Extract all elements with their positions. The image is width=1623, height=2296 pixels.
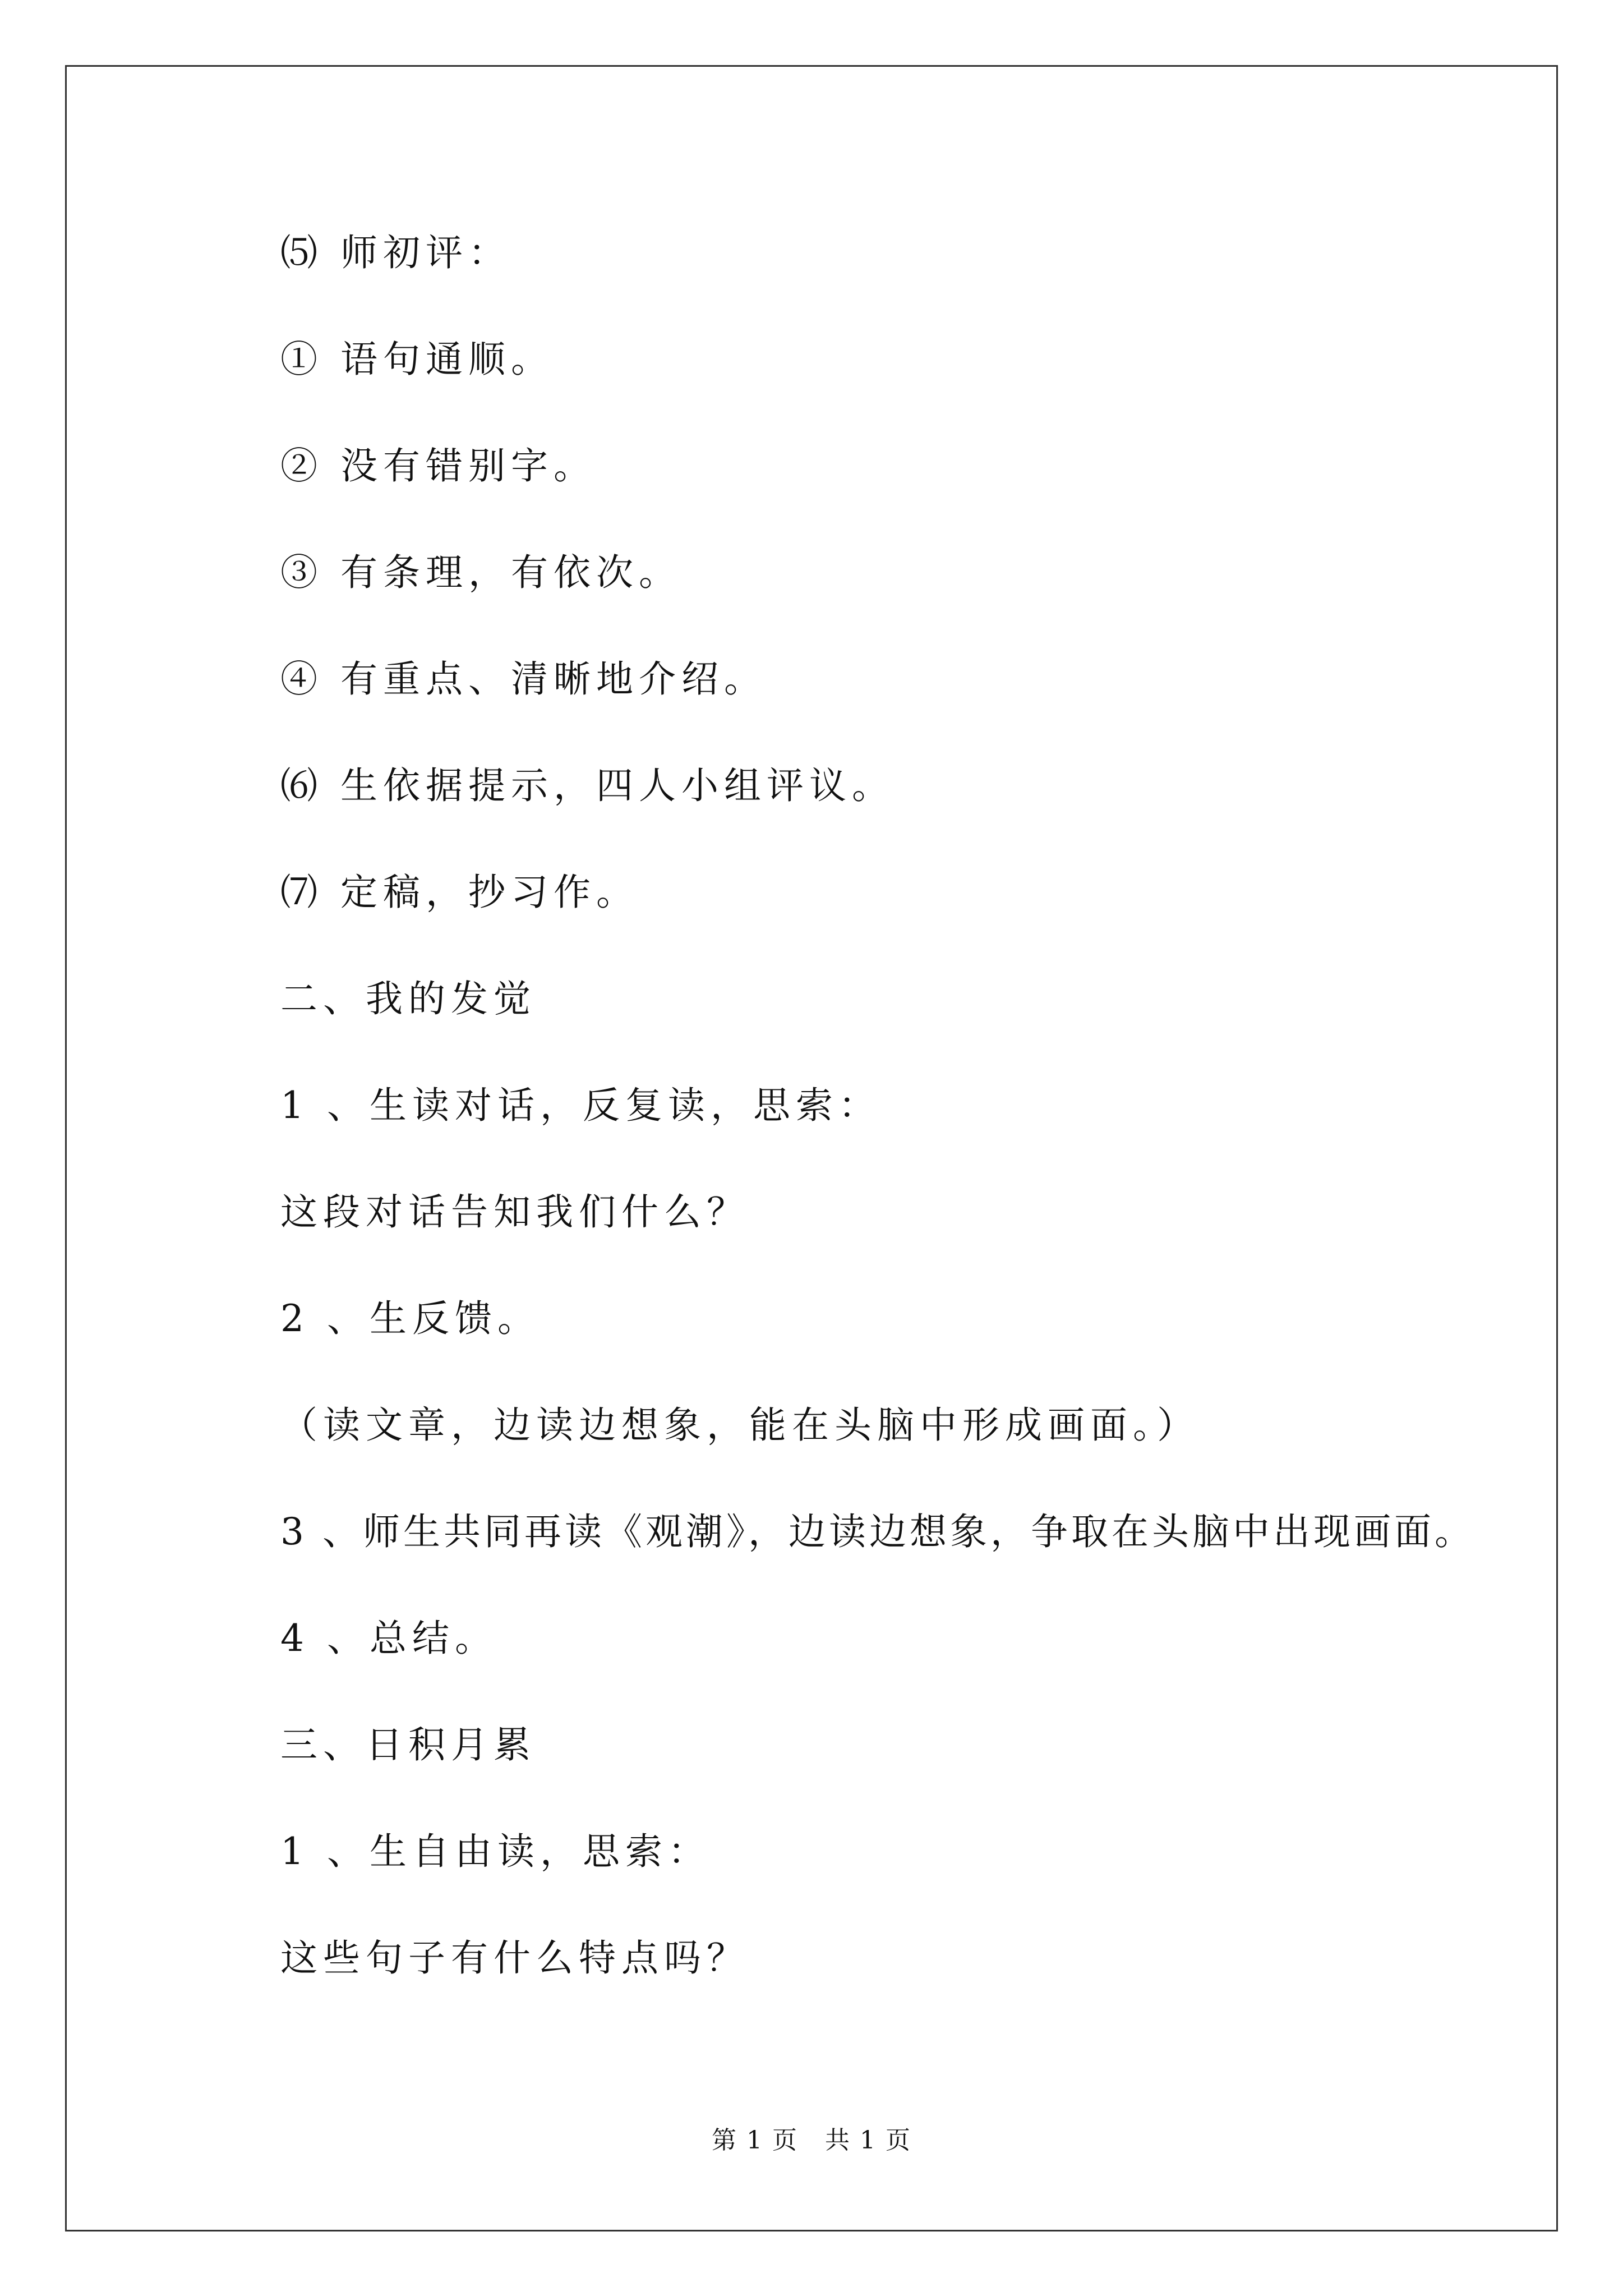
text-line: ② 没有错别字。 [280, 444, 596, 487]
text-line: 1 、生读对话，反复读，思索： [280, 1084, 881, 1127]
text-line: ⑺ 定稿，抄习作。 [280, 871, 639, 914]
text-line: ③ 有条理，有依次。 [280, 551, 681, 594]
text-line: 这些句子有什么特点吗？ [280, 1936, 749, 1980]
text-line: ⑸ 师初评： [280, 231, 511, 274]
page-border [65, 65, 1558, 2231]
text-line: 2 、生反馈。 [280, 1297, 540, 1340]
text-line: ④ 有重点、清晰地介绍。 [280, 657, 767, 701]
text-line: 4 、总结。 [280, 1617, 497, 1660]
text-line: 这段对话告知我们什么？ [280, 1190, 749, 1234]
text-line: 1 、生自由读，思索： [280, 1830, 711, 1873]
section-heading: 三、日积月累 [280, 1723, 536, 1766]
text-line: ⑹ 生依据提示，四人小组评议。 [280, 764, 895, 807]
text-line: ① 语句通顺。 [280, 338, 554, 381]
text-line: 3 、师生共同再读《观潮》，边读边想象，争取在头脑中出现画面。 [280, 1510, 1475, 1553]
section-heading: 二、我的发觉 [280, 977, 536, 1020]
page-number-footer: 第 1 页 共 1 页 [712, 2126, 911, 2155]
text-line: （读文章，边读边想象，能在头脑中形成画面。） [280, 1404, 1200, 1447]
